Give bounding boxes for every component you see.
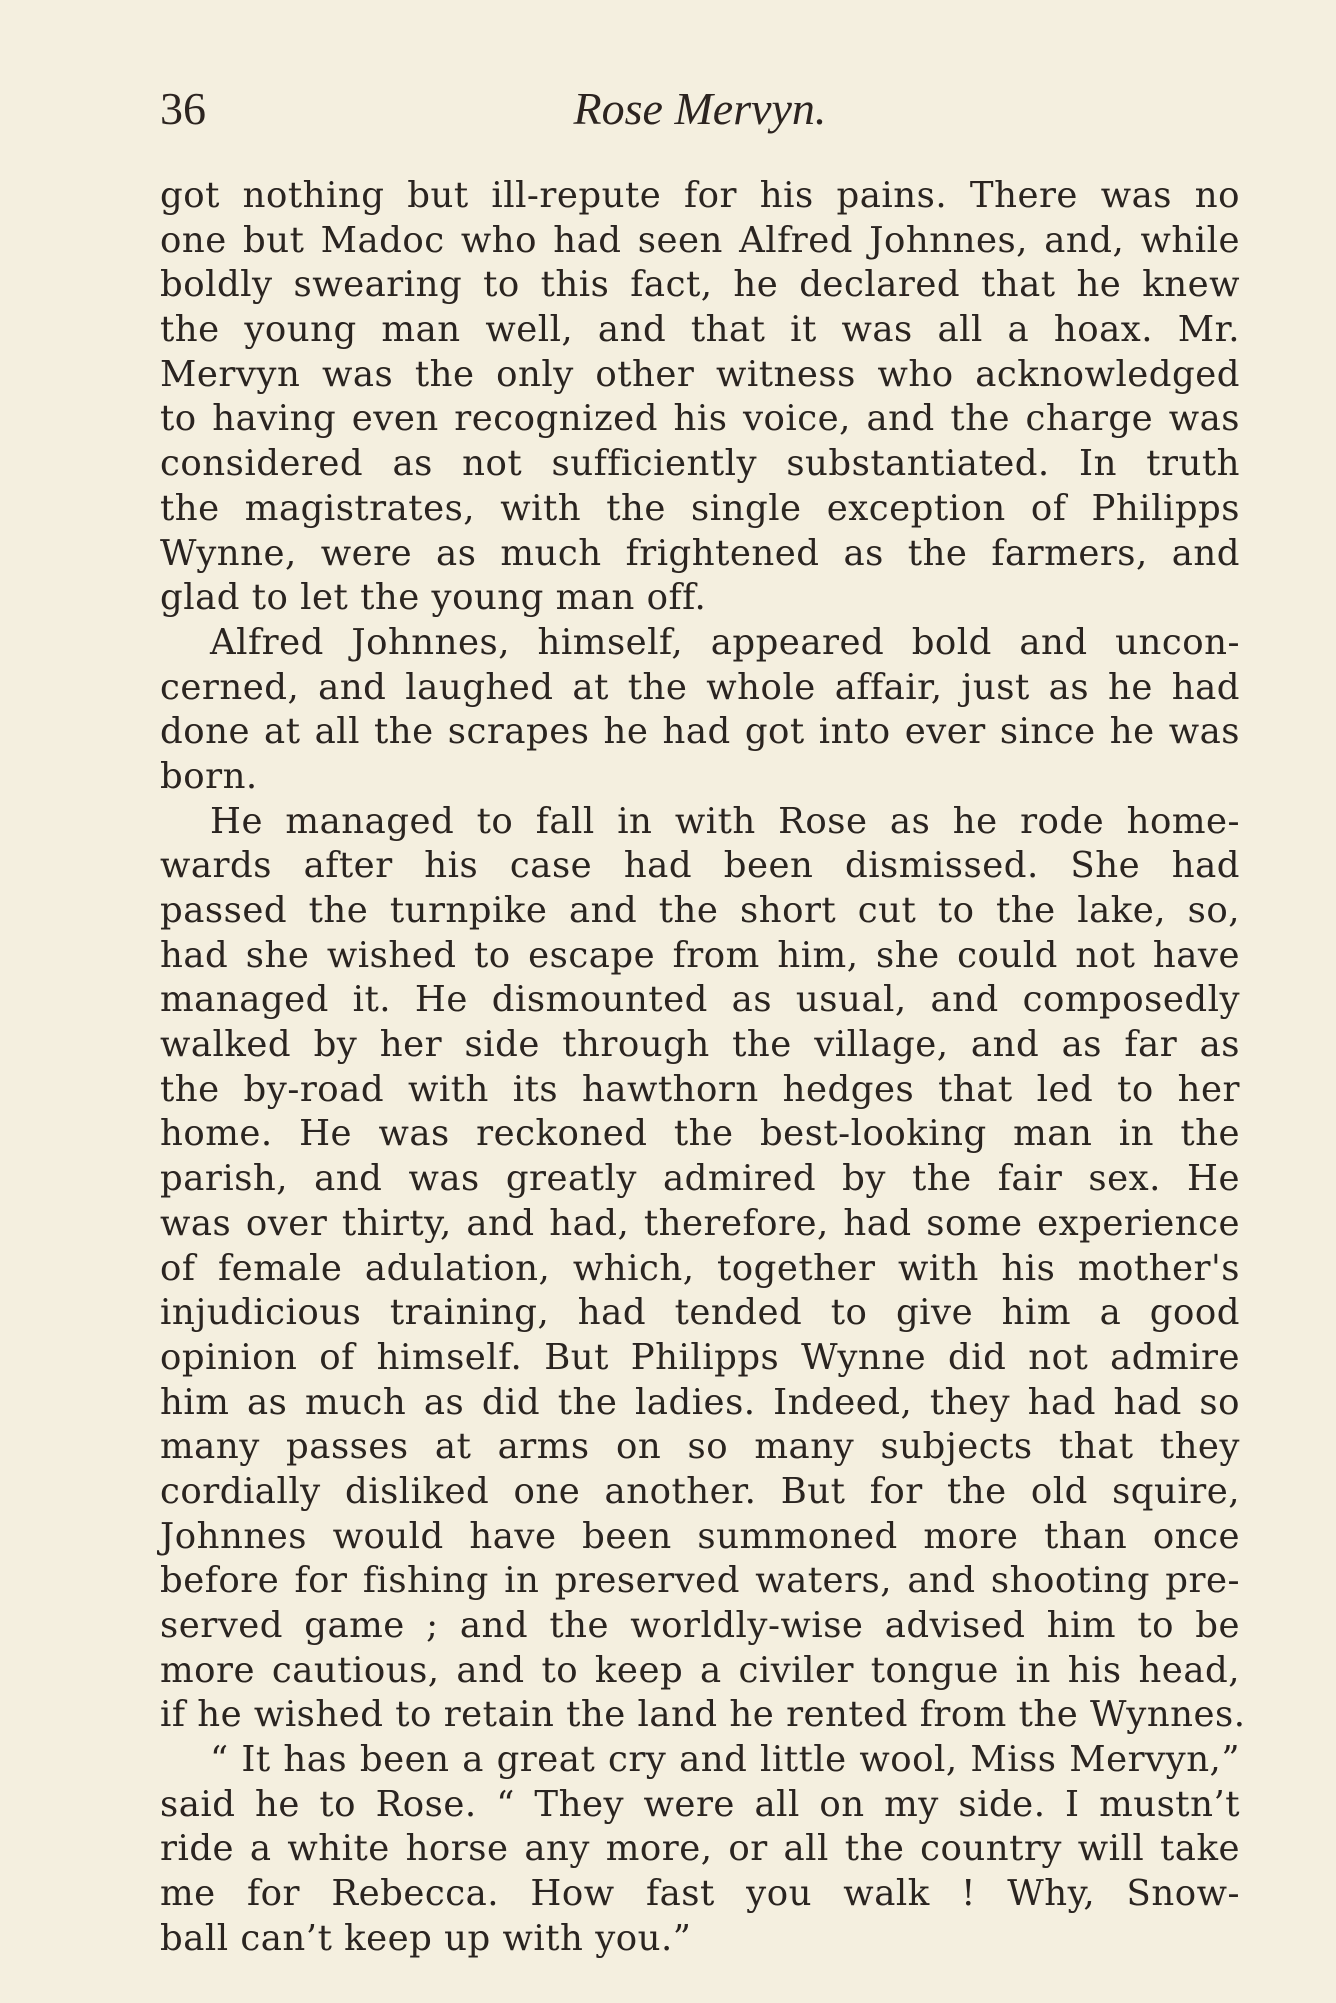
text-line: Mervyn was the only other witness who acknowledged: [160, 353, 1240, 395]
text-line: if he wished to retain the land he rented from the Wynnes.: [160, 1694, 1246, 1736]
page-number: 36: [160, 83, 206, 134]
text-line: the young man well, and that it was all a hoax. Mr.: [160, 309, 1240, 351]
text-line: injudicious training, had tended to give him a good: [160, 1292, 1240, 1334]
text-line: wards after his case had been dismissed. She had: [160, 845, 1240, 887]
text-line: cerned, and laughed at the whole affair, just as he had: [160, 666, 1240, 708]
text-line: the by-road with its hawthorn hedges that led to her: [160, 1068, 1240, 1110]
text-line: served game ; and the worldly-wise advised him to be: [160, 1605, 1240, 1646]
text-line: done at all the scrapes he had got into ever since he was: [160, 711, 1240, 753]
text-line: considered as not sufficiently substantiated. In truth: [160, 443, 1240, 485]
text-line: one but Madoc who had seen Alfred Johnnes, and, while: [160, 219, 1240, 261]
text-line: parish, and was greatly admired by the fair sex. He: [160, 1158, 1240, 1200]
text-line: of female adulation, which, together with his mother's: [160, 1247, 1240, 1289]
text-line: the magistrates, with the single exception of Philipps: [160, 487, 1240, 529]
text-line: many passes at arms on so many subjects that they: [160, 1426, 1240, 1468]
text-line: Johnnes would have been summoned more than once: [160, 1515, 1240, 1557]
text-line: more cautious, and to keep a civiler tongue in his head,: [160, 1649, 1240, 1691]
text-line: passed the turnpike and the short cut to the lake, so,: [160, 890, 1240, 931]
text-line: Alfred Johnnes, himself, appeared bold and uncon-: [210, 621, 1240, 663]
text-line: home. He was reckoned the best-looking man in the: [160, 1113, 1240, 1155]
text-line: had she wished to escape from him, she could not have: [160, 934, 1240, 976]
body-text: [160, 174, 1246, 1962]
text-line: glad to let the young man off.: [160, 577, 707, 619]
text-line: walked by her side through the village, and as far as: [160, 1024, 1240, 1066]
text-line: said he to Rose. “ They were all on my side. I mustn’t: [160, 1783, 1240, 1825]
running-title: Rose Mervyn.: [573, 83, 827, 134]
text-line: Wynne, were as much frightened as the farmers, and: [160, 532, 1240, 574]
text-line: “ It has been a great cry and little wool, Miss Mervyn,”: [210, 1739, 1240, 1781]
text-line: him as much as did the ladies. Indeed, they had had so: [160, 1381, 1240, 1423]
text-line: before for fishing in preserved waters, and shooting pre-: [160, 1560, 1240, 1602]
text-line: born.: [160, 755, 258, 797]
text-line: to having even recognized his voice, and the charge was: [160, 398, 1240, 440]
text-line: got nothing but ill-repute for his pains. There was no: [160, 175, 1240, 216]
text-line: me for Rebecca. How fast you walk ! Why, Snow-: [160, 1873, 1240, 1915]
text-line: managed it. He dismounted as usual, and composedly: [160, 979, 1240, 1021]
text-line: He managed to fall in with Rose as he rode home-: [210, 800, 1240, 842]
text-line: boldly swearing to this fact, he declared that he knew: [160, 264, 1240, 306]
text-line: cordially disliked one another. But for the old squire,: [160, 1470, 1240, 1512]
text-line: was over thirty, and had, therefore, had some experience: [160, 1202, 1240, 1244]
text-line: opinion of himself. But Philipps Wynne did not admire: [160, 1336, 1240, 1378]
text-line: ball can’t keep up with you.”: [160, 1917, 692, 1959]
text-line: ride a white horse any more, or all the country will take: [160, 1828, 1240, 1870]
page-header: [160, 82, 1240, 142]
